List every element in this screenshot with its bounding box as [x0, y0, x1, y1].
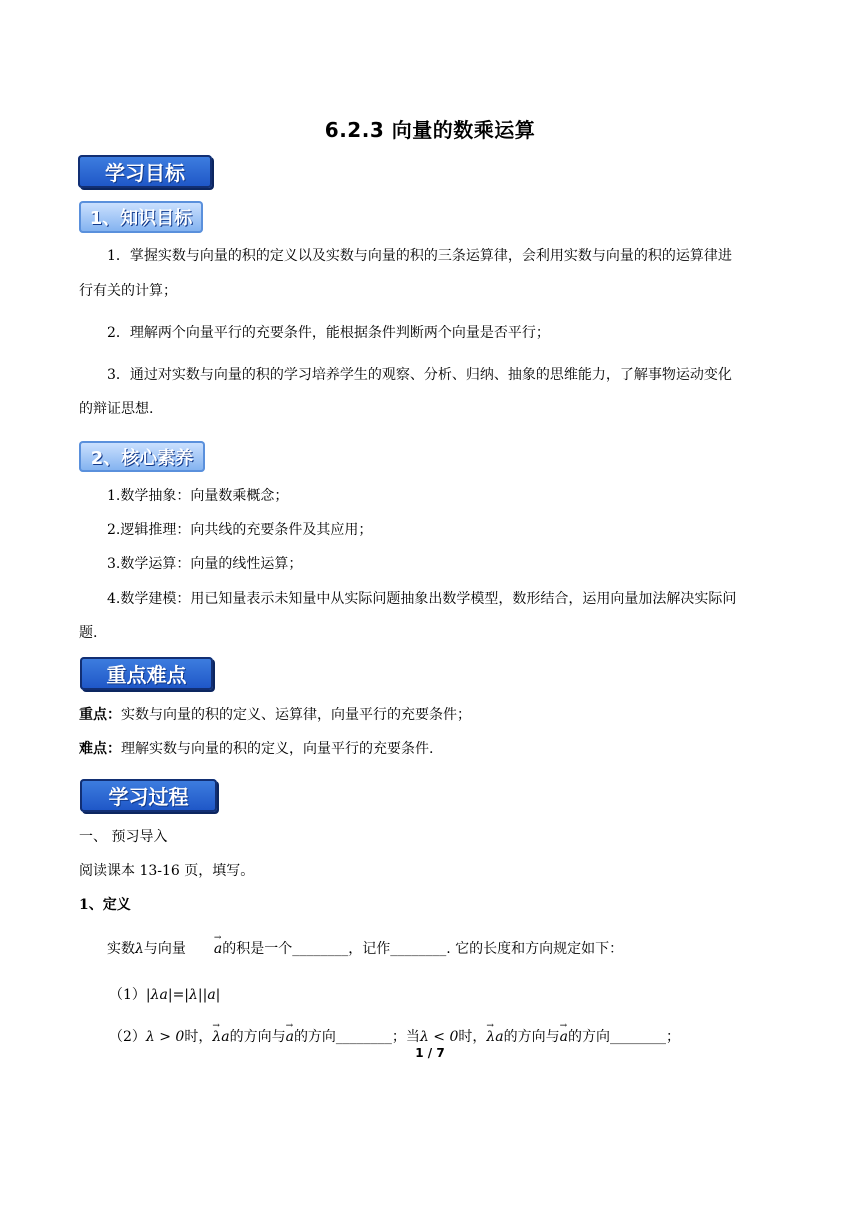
banner-core-literacy-label: 2、核心素养 [90, 447, 194, 469]
def-item-2-t5: 的方向与 [503, 1029, 560, 1045]
def-item-2-expr1: → λa [212, 1022, 229, 1052]
def-item-1 [109, 980, 809, 1010]
def-item-2-cond2: λ < 0 [419, 1029, 459, 1045]
difficult-point-text: 理解实数与向量的积的定义，向量平行的充要条件. [121, 741, 434, 757]
def-item-2-t4: 时， [458, 1029, 487, 1045]
def-item-2-expr2: → λa [486, 1022, 503, 1052]
knowledge-item-1-line1: 1．掌握实数与向量的积的定义以及实数与向量的积的三条运算律，会利用实数与向量的积的运算律进 [107, 248, 732, 264]
banner-study-goals [78, 155, 212, 188]
knowledge-item-3 [79, 360, 789, 390]
banner-study-process-label: 学习过程 [108, 785, 189, 809]
process-heading [79, 890, 789, 920]
knowledge-item-3-line2: 的辩证思想. [79, 401, 154, 417]
banner-core-literacy [79, 441, 205, 472]
literacy-item-4-cont [79, 618, 789, 648]
key-point [79, 700, 799, 730]
literacy-item-4 [79, 584, 789, 614]
literacy-item-1-text: 1.数学抽象：向量数乘概念； [107, 488, 289, 504]
literacy-item-2-text: 2.逻辑推理：向共线的充要条件及其应用； [107, 522, 373, 538]
def-item-2-prefix: （2） [109, 1029, 146, 1045]
banner-key-difficult-label: 重点难点 [106, 663, 187, 687]
def-item-1-prefix: （1） [109, 987, 146, 1003]
banner-study-goals-label: 学习目标 [105, 161, 185, 185]
def-text-1: 实数 [107, 941, 135, 957]
definition-line [79, 934, 809, 964]
banner-study-process [80, 779, 217, 812]
knowledge-item-1-line2: 行有关的计算； [79, 283, 177, 299]
def-item-2-a2: → a [560, 1022, 568, 1052]
banner-key-difficult [80, 657, 213, 690]
difficult-point [79, 734, 799, 764]
def-item-2-t6: 的方向________； [567, 1029, 680, 1045]
knowledge-item-2 [79, 318, 789, 348]
knowledge-item-3-cont [79, 394, 789, 424]
process-section-text: 一、 预习导入 [79, 829, 168, 845]
def-item-2-t1: 时， [184, 1029, 213, 1045]
literacy-item-4-line2: 题. [79, 625, 98, 641]
knowledge-item-1-cont [79, 276, 789, 306]
literacy-item-2 [79, 515, 789, 545]
key-point-text: 实数与向量的积的定义、运算律，向量平行的充要条件； [121, 707, 471, 723]
def-text-2: 与向量 [143, 941, 186, 957]
def-item-2-a1: → a [286, 1022, 294, 1052]
knowledge-item-1 [79, 241, 789, 271]
knowledge-item-3-line1: 3．通过对实数与向量的积的学习培养学生的观察、分析、归纳、抽象的思维能力，了解事物运动变化 [107, 367, 732, 383]
page-number: 1 / 7 [415, 1046, 445, 1060]
process-section [79, 822, 789, 852]
process-reading-text: 阅读课本 13-16 页，填写。 [79, 863, 255, 879]
literacy-item-4-line1: 4.数学建模：用已知量表示未知量中从实际问题抽象出数学模型，数形结合，运用向量加法解决实际问 [107, 591, 737, 607]
def-item-2-t3: 的方向________；当 [293, 1029, 420, 1045]
def-text-3: 的积是一个________，记作________. 它的长度和方向规定如下： [222, 941, 624, 957]
def-item-2-t2: 的方向与 [229, 1029, 286, 1045]
literacy-item-3 [79, 549, 789, 579]
banner-knowledge-goals-label: 1、知识目标 [89, 208, 193, 229]
def-vector-a: → a [186, 934, 222, 964]
banner-knowledge-goals [79, 201, 203, 233]
process-reading [79, 856, 789, 886]
knowledge-item-2-text: 2．理解两个向量平行的充要条件，能根据条件判断两个向量是否平行； [107, 325, 550, 341]
def-lambda: λ [135, 941, 144, 957]
difficult-point-label: 难点： [79, 741, 121, 757]
literacy-item-1 [79, 481, 789, 511]
key-point-label: 重点： [79, 707, 121, 723]
literacy-item-3-text: 3.数学运算：向量的线性运算； [107, 556, 303, 572]
def-item-1-formula: |λa|=|λ||a| [145, 987, 221, 1003]
process-heading-text: 1、定义 [79, 897, 131, 913]
def-item-2-cond1: λ > 0 [145, 1029, 185, 1045]
page-title: 6.2.3 向量的数乘运算 [324, 118, 536, 142]
